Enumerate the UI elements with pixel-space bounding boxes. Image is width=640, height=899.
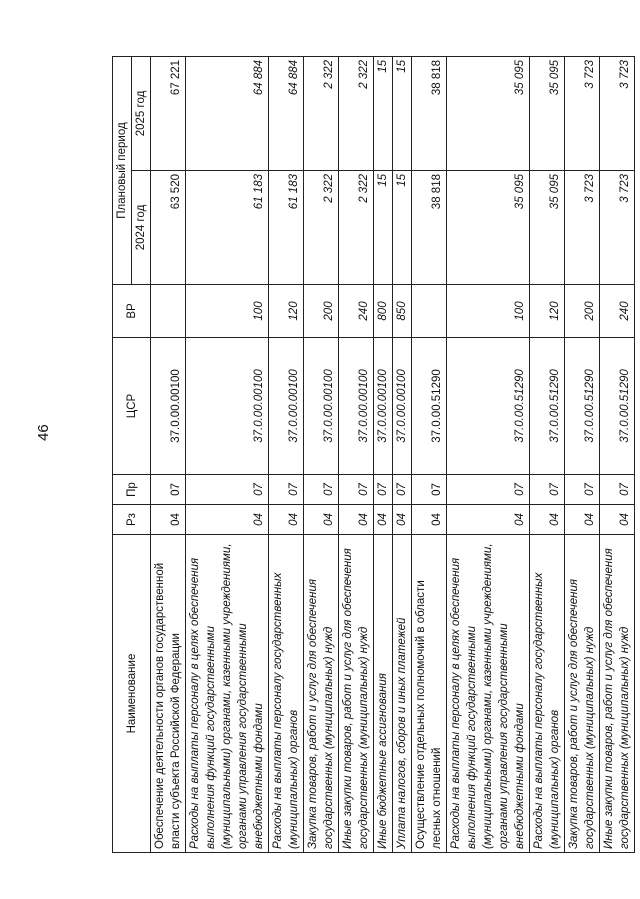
header-csr: ЦСР <box>113 338 151 475</box>
row-rz: 04 <box>600 505 635 535</box>
row-vr: 850 <box>393 285 412 338</box>
row-2024: 35 095 <box>447 171 530 285</box>
row-2024: 2 322 <box>304 171 339 285</box>
row-vr: 100 <box>447 285 530 338</box>
row-pr: 07 <box>269 475 304 505</box>
row-pr: 07 <box>393 475 412 505</box>
row-2024: 3 723 <box>600 171 635 285</box>
row-2024: 15 <box>393 171 412 285</box>
row-rz: 04 <box>447 505 530 535</box>
row-2024: 2 322 <box>339 171 374 285</box>
row-vr: 240 <box>600 285 635 338</box>
row-2024: 3 723 <box>565 171 600 285</box>
row-name: Закупка товаров, работ и услуг для обеспечения государственных (муниципальных) нужд <box>565 535 600 853</box>
row-vr: 800 <box>374 285 393 338</box>
row-2024: 63 520 <box>151 171 186 285</box>
row-pr: 07 <box>600 475 635 505</box>
row-2025: 2 322 <box>304 56 339 170</box>
header-name: Наименование <box>113 535 151 853</box>
row-rz: 04 <box>339 505 374 535</box>
row-rz: 04 <box>304 505 339 535</box>
table-row <box>304 56 339 852</box>
row-2025: 15 <box>393 56 412 170</box>
row-csr: 37.0.00.51290 <box>412 338 447 475</box>
row-rz: 04 <box>530 505 565 535</box>
row-pr: 07 <box>447 475 530 505</box>
row-name: Обеспечение деятельности органов государственной власти субъекта Российской Федерации <box>151 535 186 853</box>
row-2024: 61 183 <box>186 171 269 285</box>
table-row <box>393 56 412 852</box>
row-csr: 37.0.00.00100 <box>151 338 186 475</box>
row-name: Осуществление отдельных полномочий в области лесных отношений <box>412 535 447 853</box>
row-2024: 35 095 <box>530 171 565 285</box>
row-name: Иные закупки товаров, работ и услуг для обеспечения государственных (муниципальных) нужд <box>339 535 374 853</box>
table-row <box>186 56 269 852</box>
row-rz: 04 <box>393 505 412 535</box>
row-csr: 37.0.00.00100 <box>186 338 269 475</box>
row-vr: 100 <box>186 285 269 338</box>
row-rz: 04 <box>412 505 447 535</box>
row-pr: 07 <box>565 475 600 505</box>
header-year-2025: 2025 год <box>132 56 151 170</box>
row-csr: 37.0.00.00100 <box>393 338 412 475</box>
header-vr: ВР <box>113 285 151 338</box>
table-row <box>269 56 304 852</box>
row-vr: 120 <box>530 285 565 338</box>
row-name: Уплата налогов, сборов и иных платежей <box>393 535 412 853</box>
row-rz: 04 <box>151 505 186 535</box>
row-name: Иные бюджетные ассигнования <box>374 535 393 853</box>
row-csr: 37.0.00.51290 <box>565 338 600 475</box>
table-row <box>151 56 186 852</box>
row-csr: 37.0.00.51290 <box>447 338 530 475</box>
row-2024: 38 818 <box>412 171 447 285</box>
budget-table <box>112 56 635 853</box>
row-2025: 64 884 <box>186 56 269 170</box>
row-pr: 07 <box>186 475 269 505</box>
row-csr: 37.0.00.00100 <box>269 338 304 475</box>
row-2025: 3 723 <box>600 56 635 170</box>
row-rz: 04 <box>565 505 600 535</box>
table-row <box>412 56 447 852</box>
table-row <box>447 56 530 852</box>
row-2025: 35 095 <box>530 56 565 170</box>
row-name: Расходы на выплаты персоналу в целях обеспечения выполнения функций государственными (муниципальными) органами, казенными учреждениями, органами управления государственными внебюджетными фондами <box>186 535 269 853</box>
row-name: Иные закупки товаров, работ и услуг для обеспечения государственных (муниципальных) нужд <box>600 535 635 853</box>
table-row <box>530 56 565 852</box>
header-year-2024: 2024 год <box>132 171 151 285</box>
row-2025: 2 322 <box>339 56 374 170</box>
row-pr: 07 <box>151 475 186 505</box>
row-2025: 64 884 <box>269 56 304 170</box>
table-row <box>339 56 374 852</box>
table-row <box>565 56 600 852</box>
row-rz: 04 <box>374 505 393 535</box>
row-csr: 37.0.00.00100 <box>339 338 374 475</box>
row-vr: 240 <box>339 285 374 338</box>
row-2024: 15 <box>374 171 393 285</box>
row-2025: 15 <box>374 56 393 170</box>
row-csr: 37.0.00.51290 <box>600 338 635 475</box>
row-csr: 37.0.00.51290 <box>530 338 565 475</box>
row-vr: 200 <box>304 285 339 338</box>
header-planned-period: Плановый период <box>113 56 132 284</box>
row-2025: 67 221 <box>151 56 186 170</box>
row-vr <box>412 285 447 338</box>
row-rz: 04 <box>269 505 304 535</box>
row-name: Расходы на выплаты персоналу государственных (муниципальных) органов <box>530 535 565 853</box>
row-name: Расходы на выплаты персоналу государственных (муниципальных) органов <box>269 535 304 853</box>
row-vr: 200 <box>565 285 600 338</box>
row-2024: 61 183 <box>269 171 304 285</box>
row-2025: 38 818 <box>412 56 447 170</box>
row-2025: 35 095 <box>447 56 530 170</box>
rotated-table-container <box>112 57 635 853</box>
row-vr: 120 <box>269 285 304 338</box>
row-2025: 3 723 <box>565 56 600 170</box>
row-rz: 04 <box>186 505 269 535</box>
row-csr: 37.0.00.00100 <box>374 338 393 475</box>
row-vr <box>151 285 186 338</box>
row-csr: 37.0.00.00100 <box>304 338 339 475</box>
row-pr: 07 <box>374 475 393 505</box>
page-number: 46 <box>35 424 52 441</box>
table-body <box>151 56 635 852</box>
table-row <box>600 56 635 852</box>
row-name: Закупка товаров, работ и услуг для обеспечения государственных (муниципальных) нужд <box>304 535 339 853</box>
row-pr: 07 <box>412 475 447 505</box>
header-pr: Пр <box>113 475 151 505</box>
row-name: Расходы на выплаты персоналу в целях обеспечения выполнения функций государственными (муниципальными) органами, казенными учреждениями, органами управления государственными внебюджетными фондами <box>447 535 530 853</box>
row-pr: 07 <box>530 475 565 505</box>
row-pr: 07 <box>339 475 374 505</box>
header-rz: Рз <box>113 505 151 535</box>
row-pr: 07 <box>304 475 339 505</box>
table-row <box>374 56 393 852</box>
